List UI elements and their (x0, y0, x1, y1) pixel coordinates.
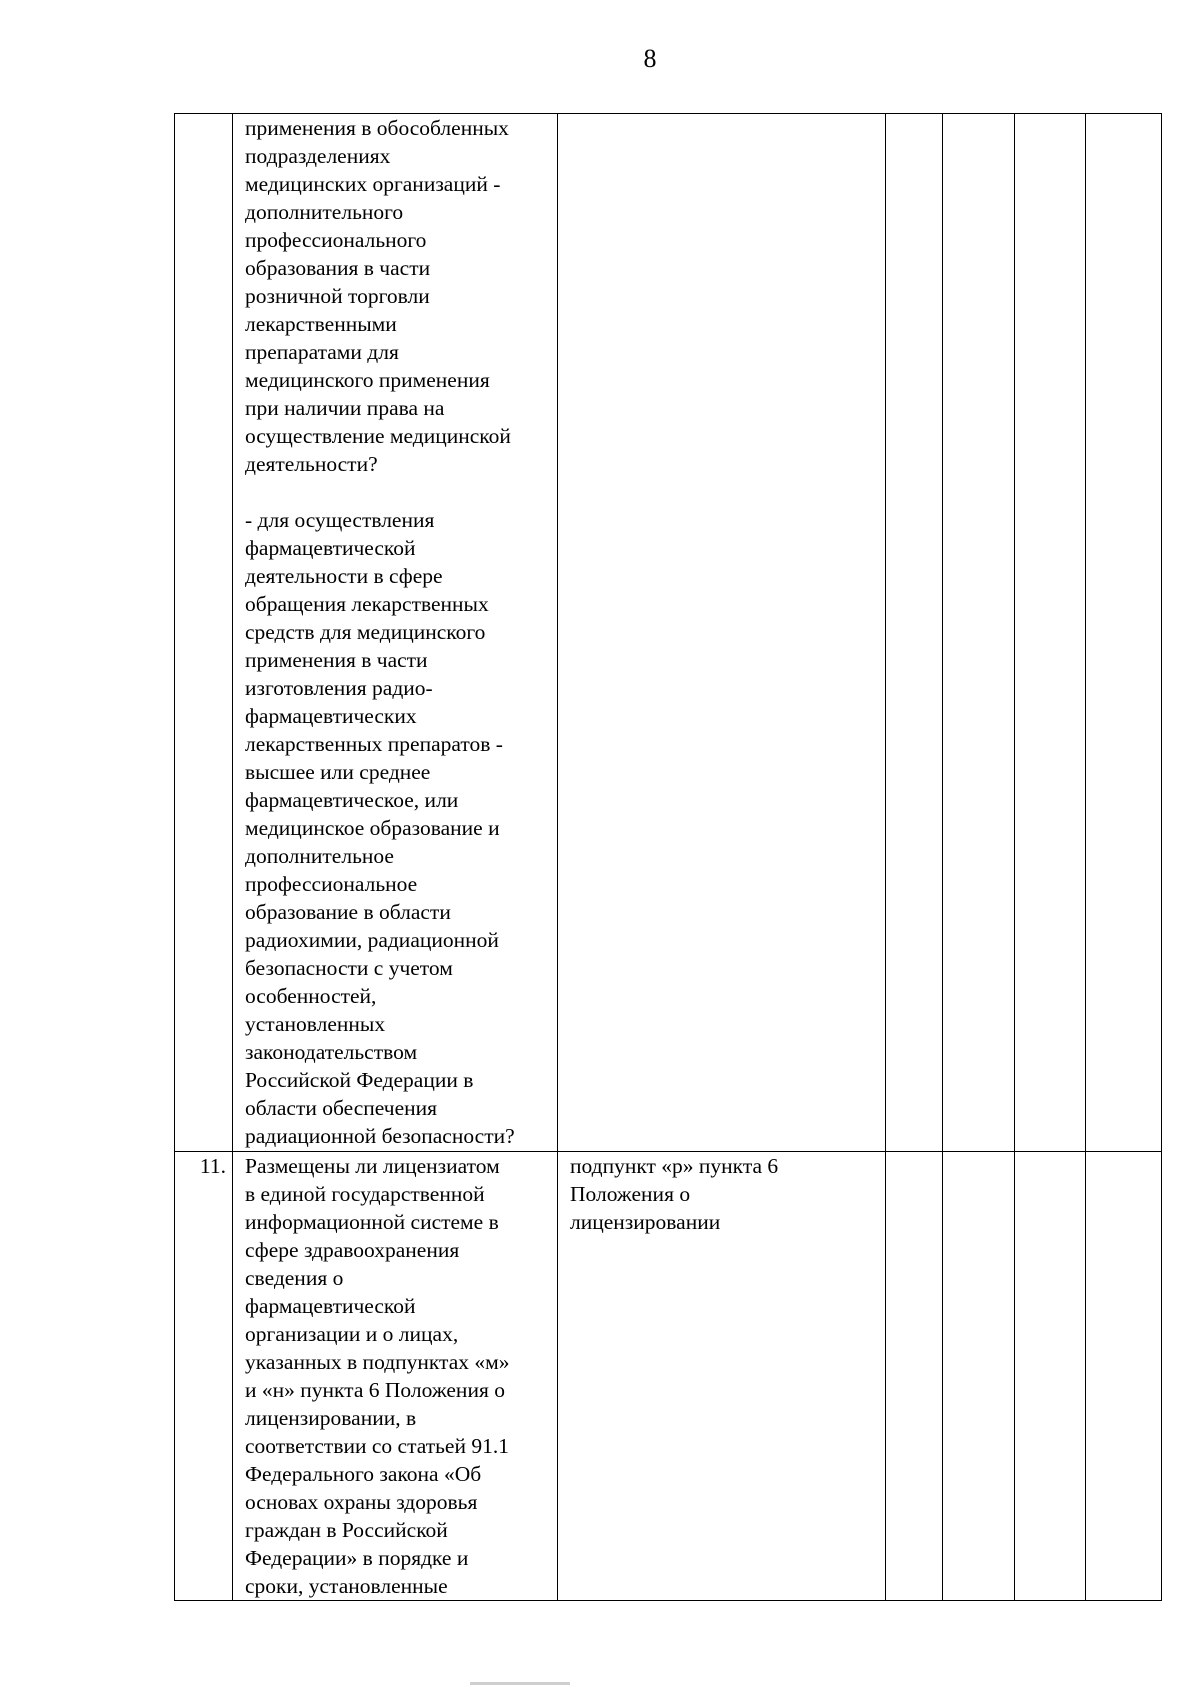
notes-cell (1086, 114, 1162, 1152)
requirement-text: Размещены ли лицензиатом в единой государственной информационной системе в сфере здравоохранения сведения о фармацевтической организации и о лицах, указанных в подпунктах «м» и «н» пункта 6 Положения о лицензировании, в соответствии со статьей 91.1 Федерального закона «Об основах охраны здоровья граждан в Российской Федерации» в порядке и сроки, установленные (245, 1154, 510, 1598)
requirement-text: применения в обособленных подразделениях медицинских организаций - дополнительного профессионального образования в части розничной торговли лекарственными препаратами для медицинского применения при наличии права на осуществление медицинской деятельности? (245, 116, 511, 476)
answer-cell-yes (886, 114, 943, 1152)
row-number-cell (175, 1152, 233, 1601)
scan-artifact (470, 1682, 570, 1685)
page-number (0, 44, 1200, 74)
row-number-cell (175, 114, 233, 1152)
reference-cell (558, 1152, 886, 1601)
requirement-cell (233, 1152, 558, 1601)
reference-cell (558, 114, 886, 1152)
checklist-table (174, 113, 1162, 1601)
page-number-text: 8 (643, 44, 657, 73)
requirement-cell (233, 114, 558, 1152)
answer-cell-yes (886, 1152, 943, 1601)
answer-cell-na (1015, 1152, 1086, 1601)
notes-cell (1086, 1152, 1162, 1601)
table-row (175, 114, 1162, 1152)
paragraph-spacer (245, 478, 551, 506)
answer-cell-no (943, 1152, 1015, 1601)
answer-cell-no (943, 114, 1015, 1152)
table-row (175, 1152, 1162, 1601)
reference-text: подпункт «р» пункта 6 Положения о лицензировании (570, 1154, 779, 1234)
answer-cell-na (1015, 114, 1086, 1152)
row-number: 11. (199, 1154, 226, 1178)
requirement-text: - для осуществления фармацевтической деятельности в сфере обращения лекарственных средств для медицинского применения в части изготовления радио- фармацевтических лекарственных препаратов - высшее или среднее фармацевтическое, или медицинское образование и дополнительное профессиональное образование в области радиохимии, радиационной безопасности с учетом особенностей, установленных законодательством Российской Федерации в области обеспечения радиационной безопасности? (245, 508, 515, 1148)
